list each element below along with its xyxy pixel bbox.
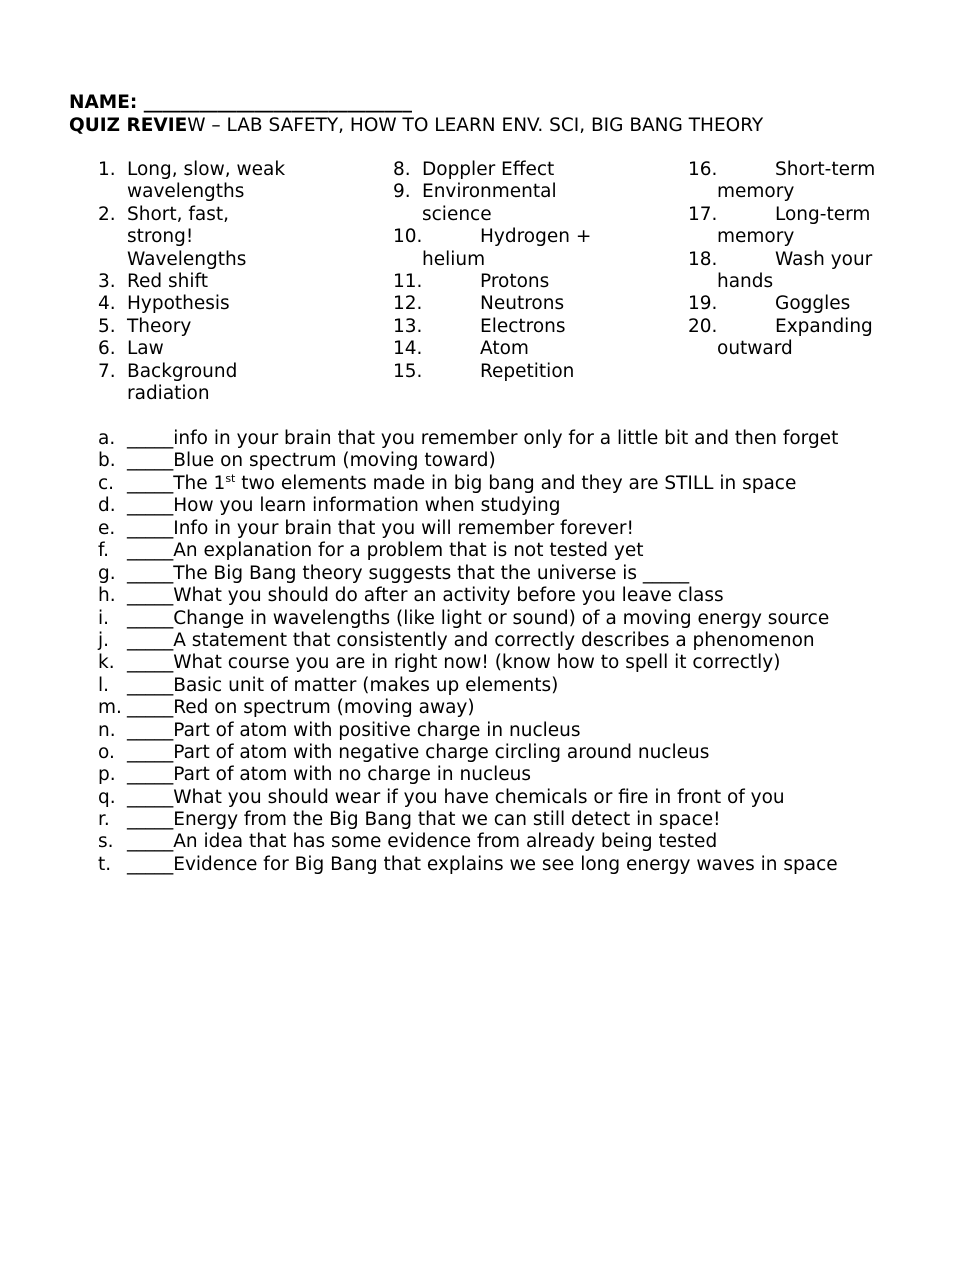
question-text: _____The 1st two elements made in big bang and they are STILL in space — [127, 471, 797, 494]
question-text: _____Part of atom with negative charge circling around nucleus — [127, 742, 710, 763]
answer-blank[interactable]: _____ — [127, 563, 174, 584]
bank-term: Goggles — [775, 293, 851, 314]
answer-blank[interactable]: _____ — [127, 720, 174, 741]
bank-num: 5. — [98, 316, 116, 337]
name-label: NAME: — [69, 92, 138, 113]
bank-term-cont: strong! — [127, 226, 194, 247]
question-text: _____Basic unit of matter (makes up elements) — [127, 675, 559, 696]
quiz-title — [69, 115, 763, 137]
bank-num: 19. — [688, 293, 718, 314]
bank-term-cont: science — [422, 204, 492, 225]
question-text: _____Part of atom with no charge in nucleus — [127, 764, 532, 785]
bank-term: Neutrons — [480, 293, 565, 314]
bank-term: Wash your — [775, 249, 873, 270]
name-blank: _____________________________ — [143, 92, 412, 113]
bank-num: 11. — [393, 271, 423, 292]
question-letter: g. — [98, 563, 116, 584]
bank-term: Atom — [480, 338, 529, 359]
bank-num: 4. — [98, 293, 116, 314]
question-text: _____What you should wear if you have chemicals or fire in front of you — [127, 787, 785, 808]
bank-term-cont: Wavelengths — [127, 249, 247, 270]
question-text: _____What course you are in right now! (know how to spell it correctly) — [127, 652, 781, 673]
bank-term: Repetition — [480, 361, 575, 382]
question-letter: h. — [98, 585, 116, 606]
bank-num: 1. — [98, 159, 116, 180]
answer-blank[interactable]: _____ — [127, 742, 174, 763]
answer-blank[interactable]: _____ — [127, 697, 174, 718]
answer-blank[interactable]: _____ — [127, 675, 174, 696]
question-letter: o. — [98, 742, 115, 763]
answer-blank[interactable]: _____ — [127, 630, 174, 651]
bank-term-cont: wavelengths — [127, 181, 245, 202]
bank-term: Doppler Effect — [422, 159, 555, 180]
question-text: _____Evidence for Big Bang that explains we see long energy waves in space — [127, 854, 838, 875]
bank-num: 10. — [393, 226, 423, 247]
bank-num: 9. — [393, 181, 411, 202]
answer-blank[interactable]: _____ — [127, 495, 174, 516]
bank-num: 18. — [688, 249, 718, 270]
bank-num: 6. — [98, 338, 116, 359]
bank-num: 13. — [393, 316, 423, 337]
question-letter: c. — [98, 473, 115, 494]
bank-term: Law — [127, 338, 164, 359]
question-letter: p. — [98, 764, 116, 785]
bank-term-cont: memory — [717, 181, 795, 202]
question-text: _____Change in wavelengths (like light or sound) of a moving energy source — [127, 608, 830, 629]
bank-num: 3. — [98, 271, 116, 292]
bank-term: Long-term — [775, 204, 871, 225]
question-text: _____The Big Bang theory suggests that the universe is _____ — [127, 563, 690, 584]
bank-term: Hypothesis — [127, 293, 230, 314]
question-letter: f. — [98, 540, 110, 561]
quiz-title-bold: QUIZ REVIE — [69, 115, 188, 136]
bank-term: Hydrogen + — [480, 226, 592, 247]
question-letter: n. — [98, 720, 116, 741]
question-letter: k. — [98, 652, 115, 673]
question-letter: d. — [98, 495, 116, 516]
question-text: _____Part of atom with positive charge in nucleus — [127, 720, 581, 741]
question-letter: j. — [98, 630, 110, 651]
question-text: _____info in your brain that you remember only for a little bit and then forget — [127, 428, 839, 449]
bank-num: 14. — [393, 338, 423, 359]
bank-num: 2. — [98, 204, 116, 225]
question-text: _____A statement that consistently and correctly describes a phenomenon — [127, 630, 815, 651]
bank-term: Short-term — [775, 159, 876, 180]
answer-blank[interactable]: _____ — [127, 428, 174, 449]
bank-term-cont: helium — [422, 249, 486, 270]
question-letter: i. — [98, 608, 110, 629]
bank-num: 17. — [688, 204, 718, 225]
question-text: _____Blue on spectrum (moving toward) — [127, 450, 496, 471]
answer-blank[interactable]: _____ — [127, 764, 174, 785]
bank-term: Red shift — [127, 271, 208, 292]
bank-term: Short, fast, — [127, 204, 230, 225]
bank-term: Background — [127, 361, 238, 382]
question-text: _____Info in your brain that you will remember forever! — [127, 518, 634, 539]
question-letter: b. — [98, 450, 116, 471]
bank-num: 12. — [393, 293, 423, 314]
answer-blank[interactable]: _____ — [127, 787, 174, 808]
bank-term-cont: outward — [717, 338, 793, 359]
answer-blank[interactable]: _____ — [127, 518, 174, 539]
bank-num: 8. — [393, 159, 411, 180]
quiz-title-rest: W – LAB SAFETY, HOW TO LEARN ENV. SCI, BIG BANG THEORY — [187, 115, 764, 136]
bank-term-cont: hands — [717, 271, 774, 292]
question-text: _____How you learn information when studying — [127, 495, 561, 516]
question-text: _____An explanation for a problem that is not tested yet — [127, 540, 644, 561]
bank-term: Environmental — [422, 181, 557, 202]
question-letter: l. — [98, 675, 110, 696]
question-text: _____Red on spectrum (moving away) — [127, 697, 475, 718]
question-letter: m. — [98, 697, 122, 718]
question-letter: t. — [98, 854, 112, 875]
bank-term: Protons — [480, 271, 550, 292]
bank-term-cont: memory — [717, 226, 795, 247]
bank-num: 15. — [393, 361, 423, 382]
bank-num: 20. — [688, 316, 718, 337]
question-letter: s. — [98, 831, 114, 852]
answer-blank[interactable]: _____ — [127, 831, 174, 852]
question-text: _____What you should do after an activity before you leave class — [127, 585, 724, 606]
bank-term: Long, slow, weak — [127, 159, 286, 180]
bank-term: Electrons — [480, 316, 566, 337]
bank-num: 7. — [98, 361, 116, 382]
answer-blank[interactable]: _____ — [127, 585, 174, 606]
bank-term: Theory — [127, 316, 192, 337]
question-text: _____An idea that has some evidence from already being tested — [127, 831, 718, 852]
answer-blank[interactable]: _____ — [127, 450, 174, 471]
name-line — [69, 92, 412, 114]
question-letter: e. — [98, 518, 116, 539]
answer-blank[interactable]: _____ — [127, 608, 174, 629]
bank-term-cont: radiation — [127, 383, 210, 404]
question-letter: r. — [98, 809, 110, 830]
answer-blank[interactable]: _____ — [127, 809, 174, 830]
answer-blank[interactable]: _____ — [127, 540, 174, 561]
answer-blank[interactable]: _____ — [127, 652, 174, 673]
answer-blank[interactable]: _____ — [127, 854, 174, 875]
question-text: _____Energy from the Big Bang that we can still detect in space! — [127, 809, 721, 830]
answer-blank[interactable]: _____ — [127, 473, 174, 494]
bank-term: Expanding — [775, 316, 873, 337]
question-letter: q. — [98, 787, 116, 808]
question-letter: a. — [98, 428, 116, 449]
bank-num: 16. — [688, 159, 718, 180]
